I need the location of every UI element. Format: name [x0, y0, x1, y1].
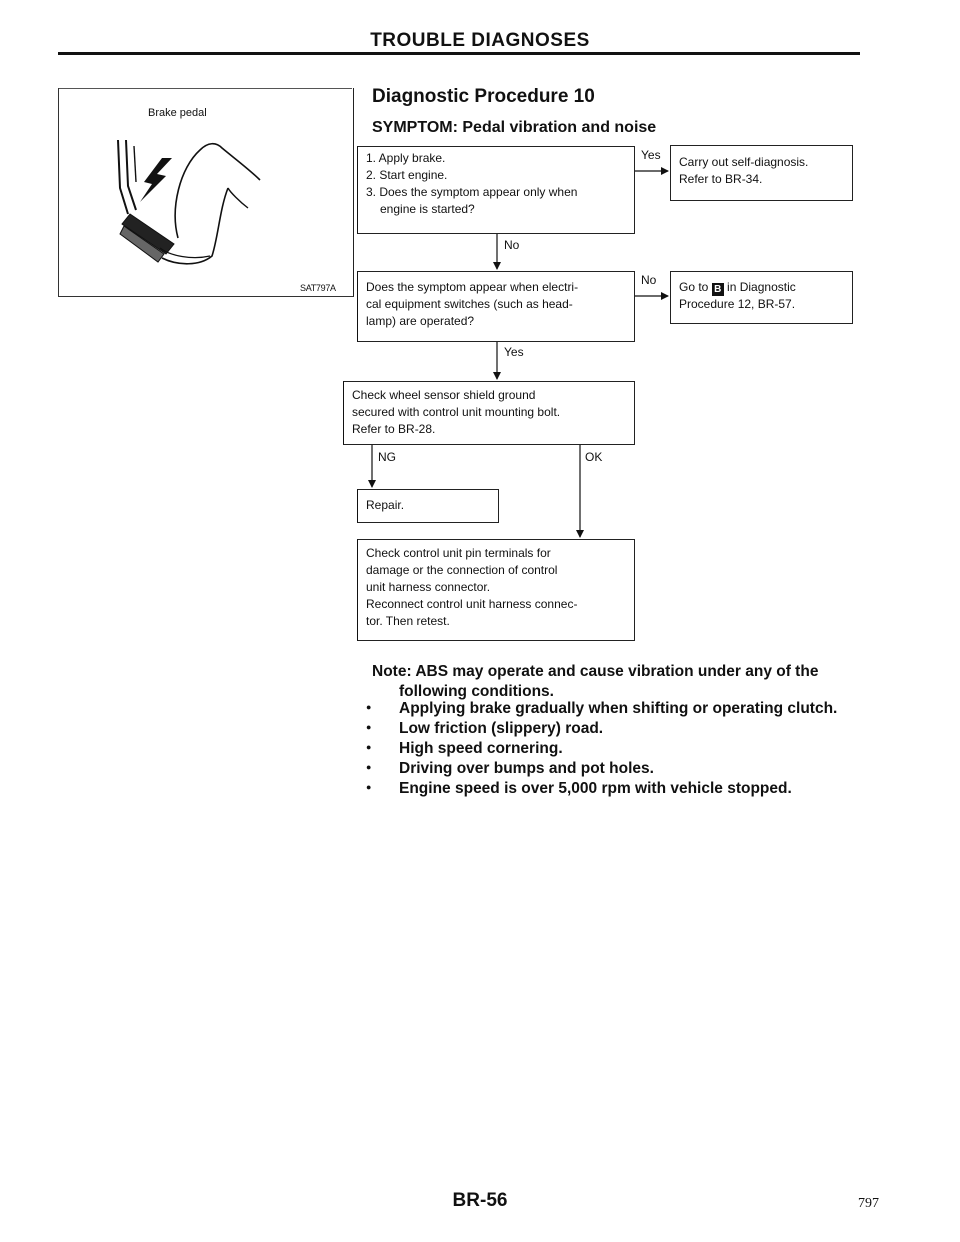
result-1-line-2: Refer to BR-34. [679, 172, 763, 186]
step-2-box [357, 271, 635, 342]
note-bullet-1: Applying brake gradually when shifting or operating clutch. [399, 700, 838, 717]
step-2-line-2: cal equipment switches (such as head- [366, 297, 573, 311]
repair-label: Repair. [366, 498, 405, 512]
bullet-icon: ● [366, 722, 372, 732]
step-3-line-1: Check wheel sensor shield ground [352, 388, 536, 402]
ok-label: OK [585, 450, 603, 464]
note-bullet-5: Engine speed is over 5,000 rpm with vehicle stopped. [399, 780, 792, 797]
page-code: BR-56 [452, 1190, 508, 1211]
note-bullet-3: High speed cornering. [399, 740, 563, 757]
figure-caption: Brake pedal [148, 107, 207, 119]
symptom-heading: SYMPTOM: Pedal vibration and noise [372, 119, 657, 136]
sheet-number: 797 [858, 1196, 879, 1211]
step-2-line-1: Does the symptom appear when electri- [366, 280, 579, 294]
note-bullet-4: Driving over bumps and pot holes. [399, 760, 654, 777]
step-2-line-3: lamp) are operated? [366, 314, 475, 328]
page-header-title: TROUBLE DIAGNOSES [370, 30, 590, 51]
step-1-line-3: 3. Does the symptom appear only when [366, 185, 578, 199]
step-4-line-1: Check control unit pin terminals for [366, 546, 551, 560]
bullet-icon: ● [366, 762, 372, 772]
result-1-box [670, 145, 853, 201]
step-3-box [343, 381, 635, 445]
step-4-line-2: damage or the connection of control [366, 563, 558, 577]
repair-box [357, 489, 499, 523]
step-1-line-1: 1. Apply brake. [366, 151, 446, 165]
step-1-line-4: engine is started? [380, 202, 475, 216]
result-2-line-1 [679, 279, 846, 296]
step-1-line-2: 2. Start engine. [366, 168, 448, 182]
bullet-icon: ● [366, 782, 372, 792]
step-4-line-5: tor. Then retest. [366, 614, 450, 628]
note-bullet-2: Low friction (slippery) road. [399, 720, 604, 737]
step-3-line-3: Refer to BR-28. [352, 422, 436, 436]
figure-code: SAT797A [300, 283, 336, 293]
bullet-icon: ● [366, 742, 372, 752]
result-2-prefix: Go to [679, 280, 709, 294]
step-1-box [357, 146, 635, 234]
step-4-line-3: unit harness connector. [366, 580, 491, 594]
result-2-line-2: Procedure 12, BR-57. [679, 297, 796, 311]
step-4-line-4: Reconnect control unit harness connec- [366, 597, 578, 611]
note-line-1: Note: ABS may operate and cause vibration under any of the [372, 663, 819, 680]
no-label-2: No [641, 273, 657, 287]
yes-label-1: Yes [641, 148, 661, 162]
note-line-2: following conditions. [399, 683, 554, 700]
result-2-box [670, 271, 853, 324]
step-4-box [357, 539, 635, 641]
section-b-badge: B [712, 283, 724, 296]
step-3-line-2: secured with control unit mounting bolt. [352, 405, 561, 419]
yes-label-2: Yes [504, 345, 524, 359]
ng-label: NG [378, 450, 396, 464]
bullet-icon: ● [366, 702, 372, 712]
result-2-suffix: in Diagnostic [727, 280, 796, 294]
procedure-title: Diagnostic Procedure 10 [372, 86, 595, 107]
result-1-line-1: Carry out self-diagnosis. [679, 155, 809, 169]
no-label-1: No [504, 238, 520, 252]
